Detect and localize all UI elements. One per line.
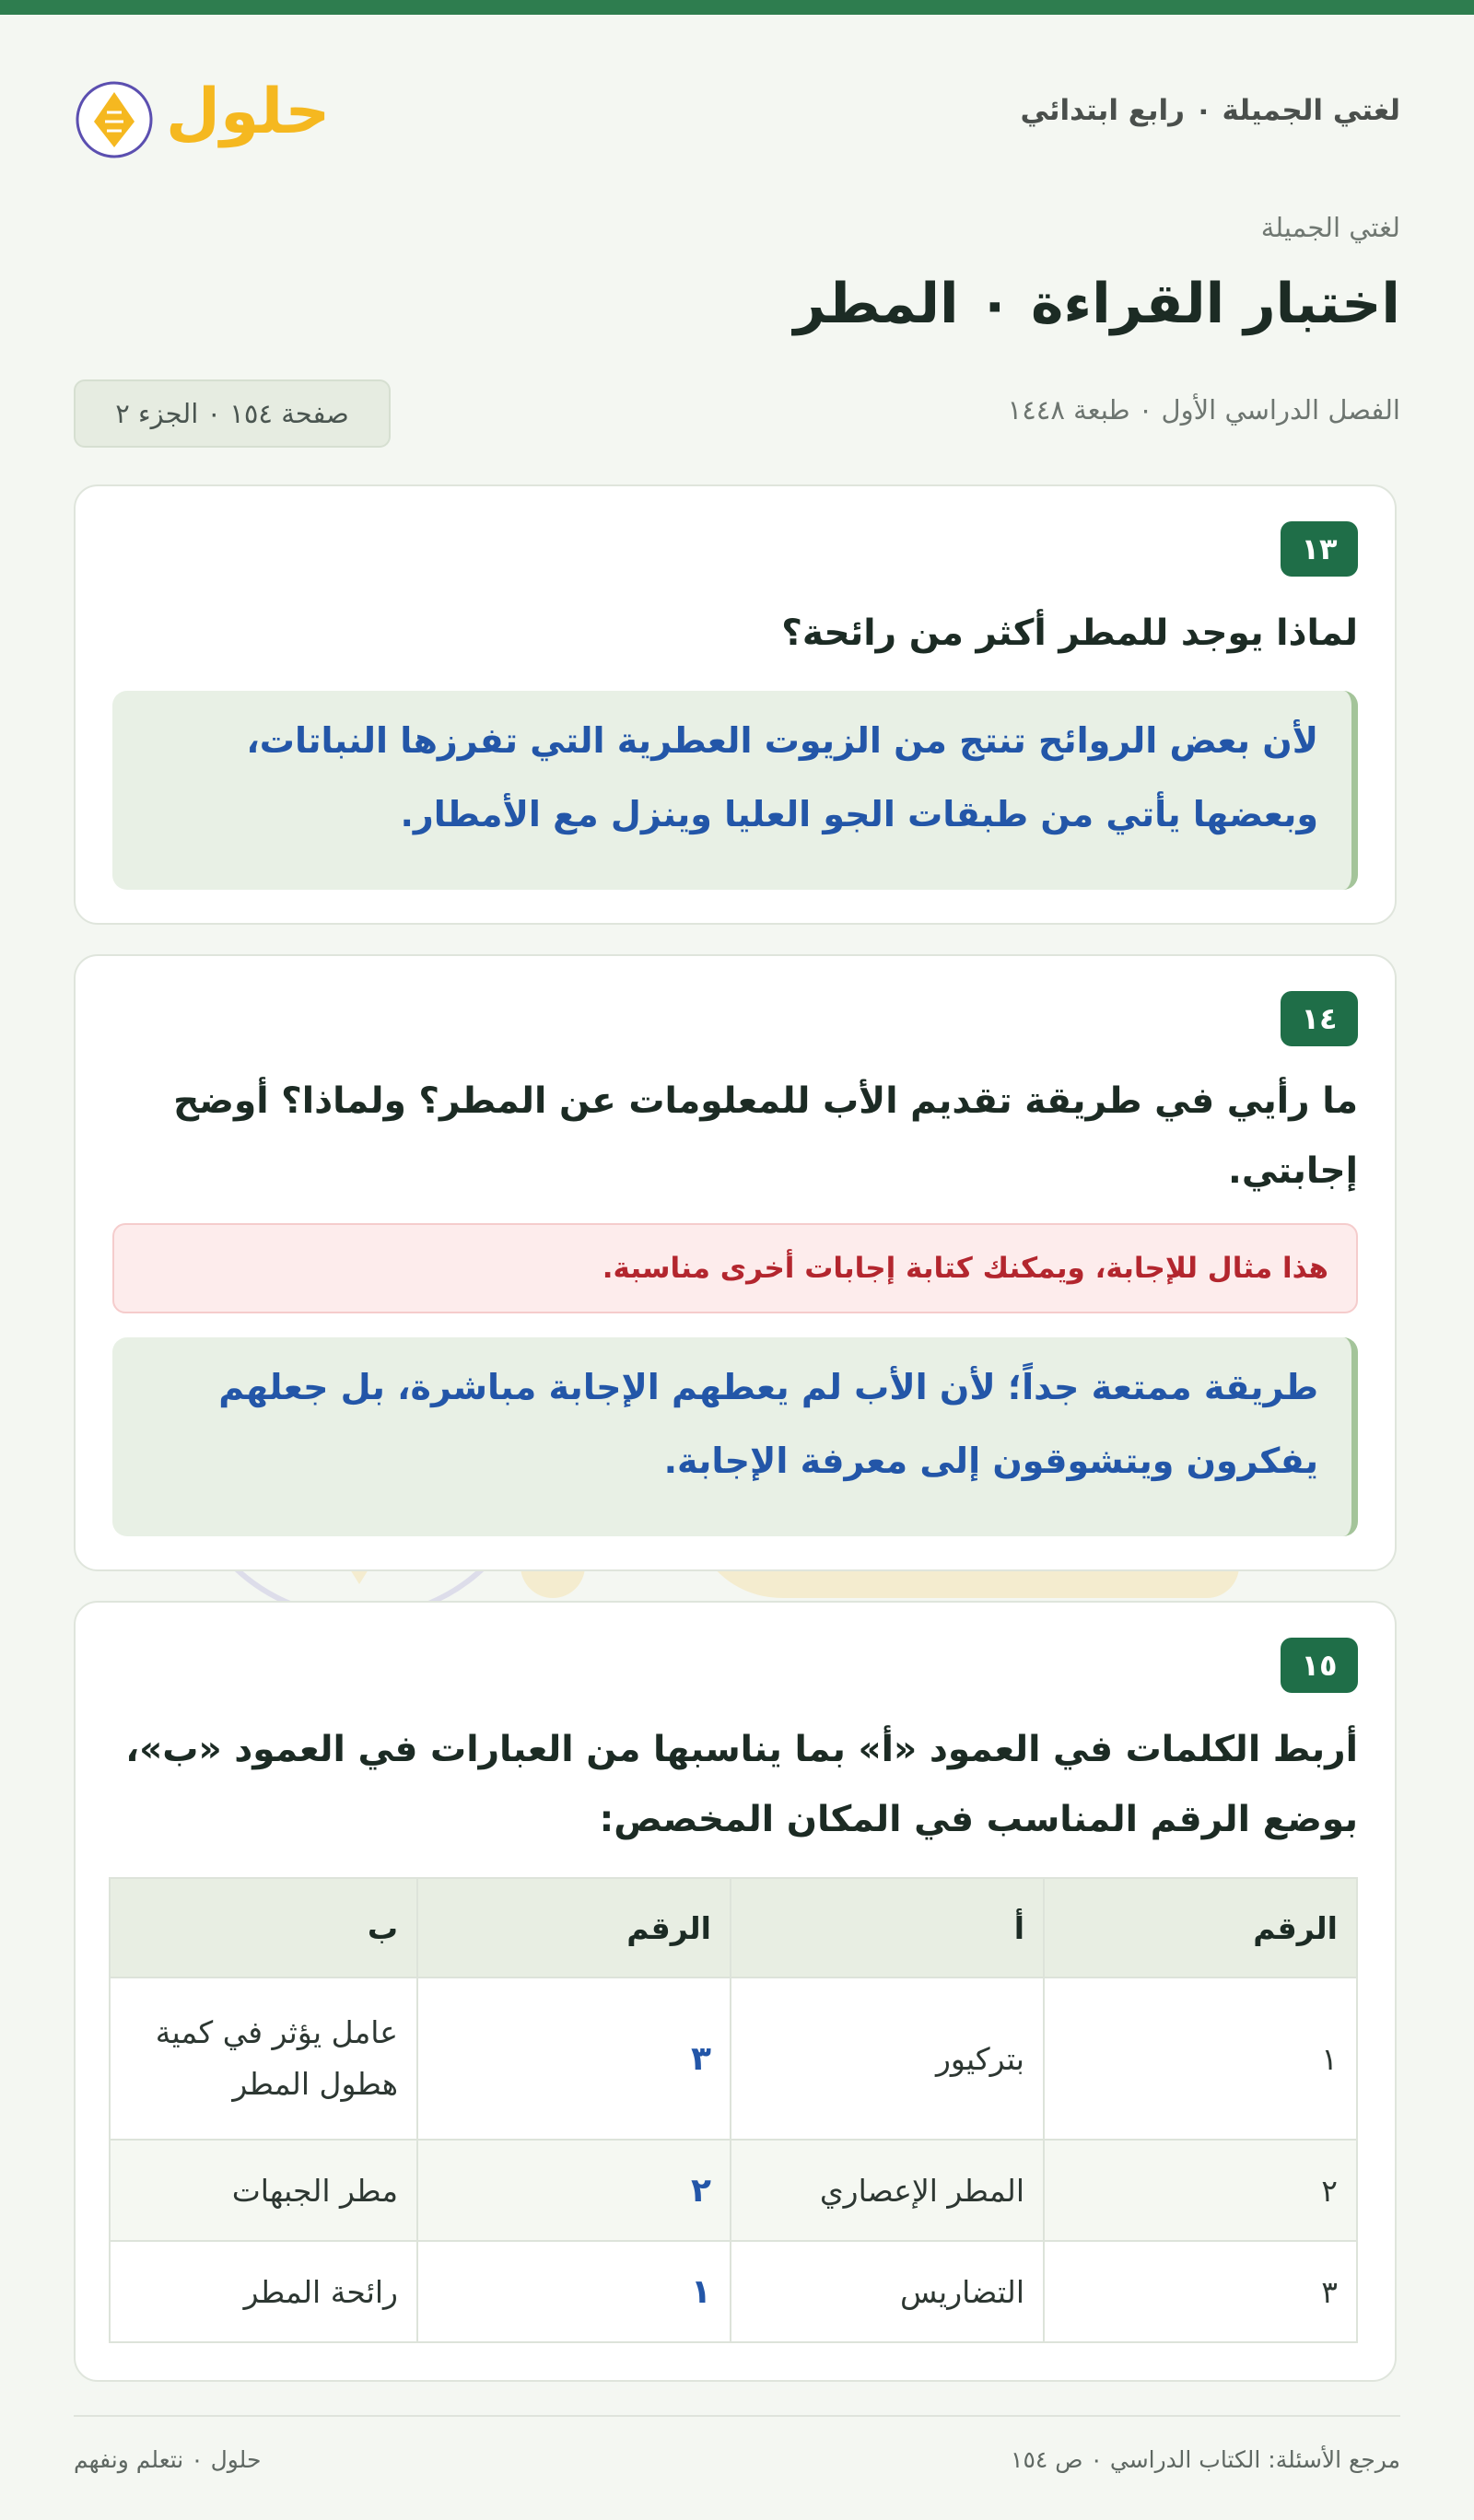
column-a-word: المطر الإعصاري: [731, 2140, 1044, 2241]
answer-number[interactable]: ٣: [417, 1978, 731, 2140]
question-card-15: [74, 1601, 1397, 2382]
column-a-word: التضاريس: [731, 2241, 1044, 2342]
header-title: لغتي الجميلة ٠ رابع ابتدائي: [1020, 94, 1400, 127]
answer-box: [112, 691, 1358, 890]
row-number: ١: [1044, 1978, 1357, 2140]
table-row: [110, 1978, 1357, 2140]
question-text: لماذا يوجد للمطر أكثر من رائحة؟: [781, 612, 1358, 654]
question-number-badge: ١٤: [1281, 991, 1358, 1046]
column-b-phrase: رائحة المطر: [110, 2241, 417, 2342]
column-b-phrase: عامل يؤثر في كمية هطول المطر: [110, 1978, 417, 2140]
page-badge: صفحة ١٥٤ ٠ الجزء ٢: [74, 379, 391, 448]
row-number: ٣: [1044, 2241, 1357, 2342]
column-header: الرقم: [417, 1878, 731, 1978]
answer-line: طريقة ممتعة جداً؛ لأن الأب لم يعطهم الإجابة مباشرة، بل جعلهم: [218, 1367, 1318, 1407]
question-card-14: [74, 954, 1397, 1571]
footer-divider: [74, 2415, 1400, 2417]
question-card-13: [74, 484, 1397, 925]
table-row: [110, 2241, 1357, 2342]
question-number-badge: ١٥: [1281, 1638, 1358, 1693]
answer-number[interactable]: ١: [417, 2241, 731, 2342]
header: [74, 55, 1400, 184]
example-note: هذا مثال للإجابة، ويمكنك كتابة إجابات أخرى مناسبة.: [112, 1223, 1358, 1313]
breadcrumb[interactable]: لغتي الجميلة: [1260, 212, 1400, 243]
question-text: أربط الكلمات في العمود «أ» بما يناسبها من العبارات في العمود «ب»، بوضع الرقم المناسب في المكان المخصص:: [125, 1729, 1358, 1840]
row-number: ٢: [1044, 2140, 1357, 2241]
column-header: ب: [110, 1878, 417, 1978]
footer-reference: مرجع الأسئلة: الكتاب الدراسي ٠ ص ١٥٤: [1011, 2446, 1400, 2473]
answer-line: يفكرون ويتشوقون إلى معرفة الإجابة.: [663, 1441, 1318, 1481]
answer-box: [112, 1337, 1358, 1536]
page-title: اختبار القراءة ٠ المطر: [793, 272, 1400, 336]
table-row: [110, 2140, 1357, 2241]
page-meta: الفصل الدراسي الأول ٠ طبعة ١٤٤٨: [1007, 394, 1400, 426]
column-a-word: بتركيور: [731, 1978, 1044, 2140]
logo-text: حلول: [166, 76, 331, 148]
column-header: الرقم: [1044, 1878, 1357, 1978]
matching-table: [109, 1877, 1358, 2343]
top-accent-bar: [0, 0, 1474, 15]
answer-line: وبعضها يأتي من طبقات الجو العليا وينزل مع الأمطار.: [400, 794, 1318, 834]
answer-number[interactable]: ٢: [417, 2140, 731, 2241]
question-number-badge: ١٣: [1281, 521, 1358, 577]
logo[interactable]: [74, 55, 341, 184]
question-text: ما رأيي في طريقة تقديم الأب للمعلومات عن المطر؟ ولماذا؟ أوضح إجابتي.: [173, 1080, 1358, 1192]
answer-line: لأن بعض الروائح تنتج من الزيوت العطرية التي تفرزها النباتات،: [246, 720, 1318, 761]
column-header: أ: [731, 1878, 1044, 1978]
footer-brand: حلول ٠ نتعلم ونفهم: [74, 2446, 262, 2473]
column-b-phrase: مطر الجبهات: [110, 2140, 417, 2241]
table-header-row: [110, 1878, 1357, 1978]
